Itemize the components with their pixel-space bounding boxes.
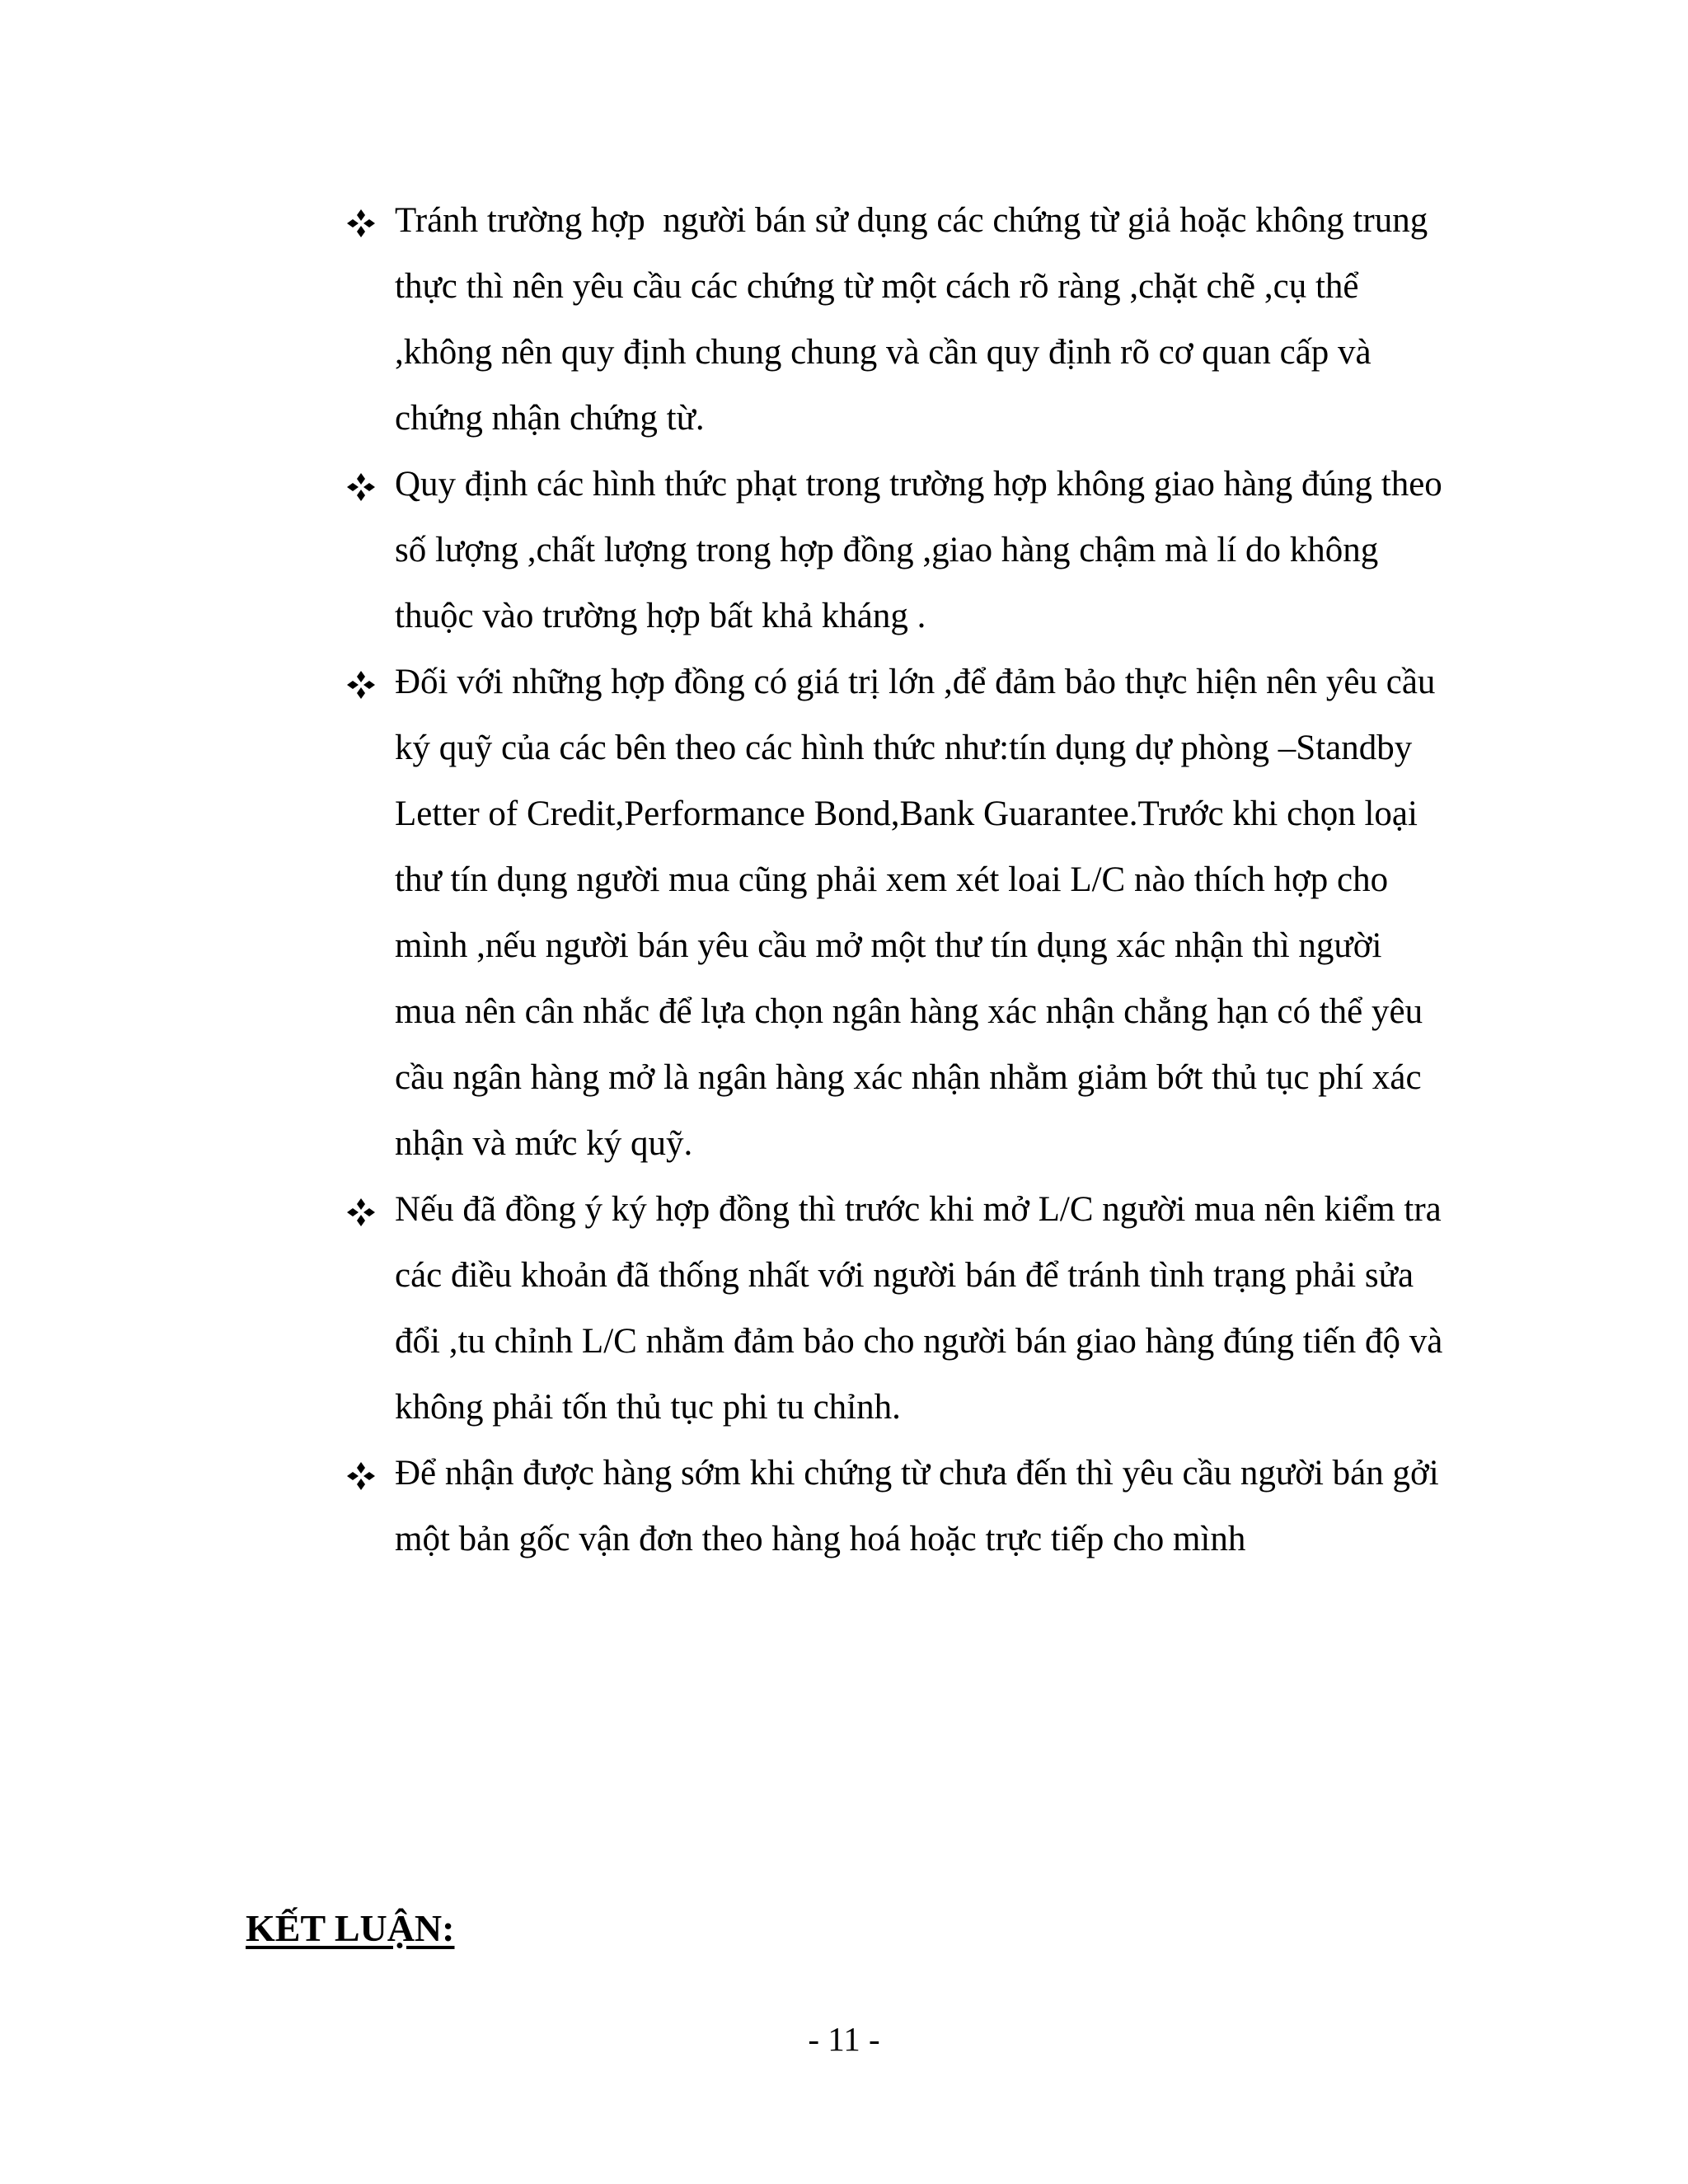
- list-item-line: cầu ngân hàng mở là ngân hàng xác nhận nhằm giảm bớt thủ tục phí xác: [395, 1058, 1422, 1097]
- list-item-line: mua nên cân nhắc để lựa chọn ngân hàng xác nhận chẳng hạn có thể yêu: [395, 992, 1423, 1031]
- list-item-line: không phải tốn thủ tục phi tu chỉnh.: [395, 1388, 901, 1427]
- list-item-line: Quy định các hình thức phạt trong trường hợp không giao hàng đúng theo: [395, 465, 1442, 504]
- diamond-bullet-icon: [346, 188, 379, 254]
- list-item-line: Letter of Credit,Performance Bond,Bank Guarantee.Trước khi chọn loại: [395, 794, 1418, 833]
- list-item-line: đổi ,tu chỉnh L/C nhằm đảm bảo cho người bán giao hàng đúng tiến độ và: [395, 1322, 1443, 1361]
- list-item-line: thực thì nên yêu cầu các chứng từ một cách rõ ràng ,chặt chẽ ,cụ thể: [395, 267, 1359, 306]
- list-item-line: Nếu đã đồng ý ký hợp đồng thì trước khi mở L/C người mua nên kiểm tra: [395, 1190, 1442, 1229]
- list-item-line: nhận và mức ký quỹ.: [395, 1124, 693, 1163]
- list-item-line: chứng nhận chứng từ.: [395, 399, 705, 438]
- list-item: [346, 452, 1550, 649]
- diamond-bullet-icon: [346, 649, 379, 715]
- list-item: [346, 649, 1550, 1177]
- list-item-line: mình ,nếu người bán yêu cầu mở một thư tín dụng xác nhận thì người: [395, 926, 1382, 965]
- list-item-line: thư tín dụng người mua cũng phải xem xét loai L/C nào thích hợp cho: [395, 860, 1389, 899]
- list-item-line: Để nhận được hàng sớm khi chứng từ chưa đến thì yêu cầu người bán gởi: [395, 1454, 1439, 1493]
- diamond-bullet-icon: [346, 1441, 379, 1507]
- list-item: [346, 1441, 1550, 1572]
- list-item-line: các điều khoản đã thống nhất với người bán để tránh tình trạng phải sửa: [395, 1256, 1414, 1295]
- list-item-line: thuộc vào trường hợp bất khả kháng .: [395, 597, 926, 635]
- list-item: [346, 188, 1550, 452]
- diamond-bullet-icon: [346, 452, 379, 518]
- list-item-line: số lượng ,chất lượng trong hợp đồng ,giao hàng chậm mà lí do không: [395, 531, 1379, 569]
- list-item-line: ký quỹ của các bên theo các hình thức như:tín dụng dự phòng –Standby: [395, 729, 1413, 767]
- list-item-line: ,không nên quy định chung chung và cần quy định rõ cơ quan cấp và: [395, 333, 1372, 372]
- recommendation-list: [346, 188, 1550, 1572]
- conclusion-heading: KẾT LUẬN:: [246, 1907, 455, 1949]
- list-item-line: một bản gốc vận đơn theo hàng hoá hoặc trực tiếp cho mình: [395, 1520, 1246, 1558]
- list-item: [346, 1177, 1550, 1441]
- list-item-line: Tránh trường hợp người bán sử dụng các chứng từ giả hoặc không trung: [395, 201, 1428, 240]
- diamond-bullet-icon: [346, 1177, 379, 1243]
- page-number: - 11 -: [808, 2020, 880, 2058]
- list-item-line: Đối với những hợp đồng có giá trị lớn ,để đảm bảo thực hiện nên yêu cầu: [395, 663, 1436, 701]
